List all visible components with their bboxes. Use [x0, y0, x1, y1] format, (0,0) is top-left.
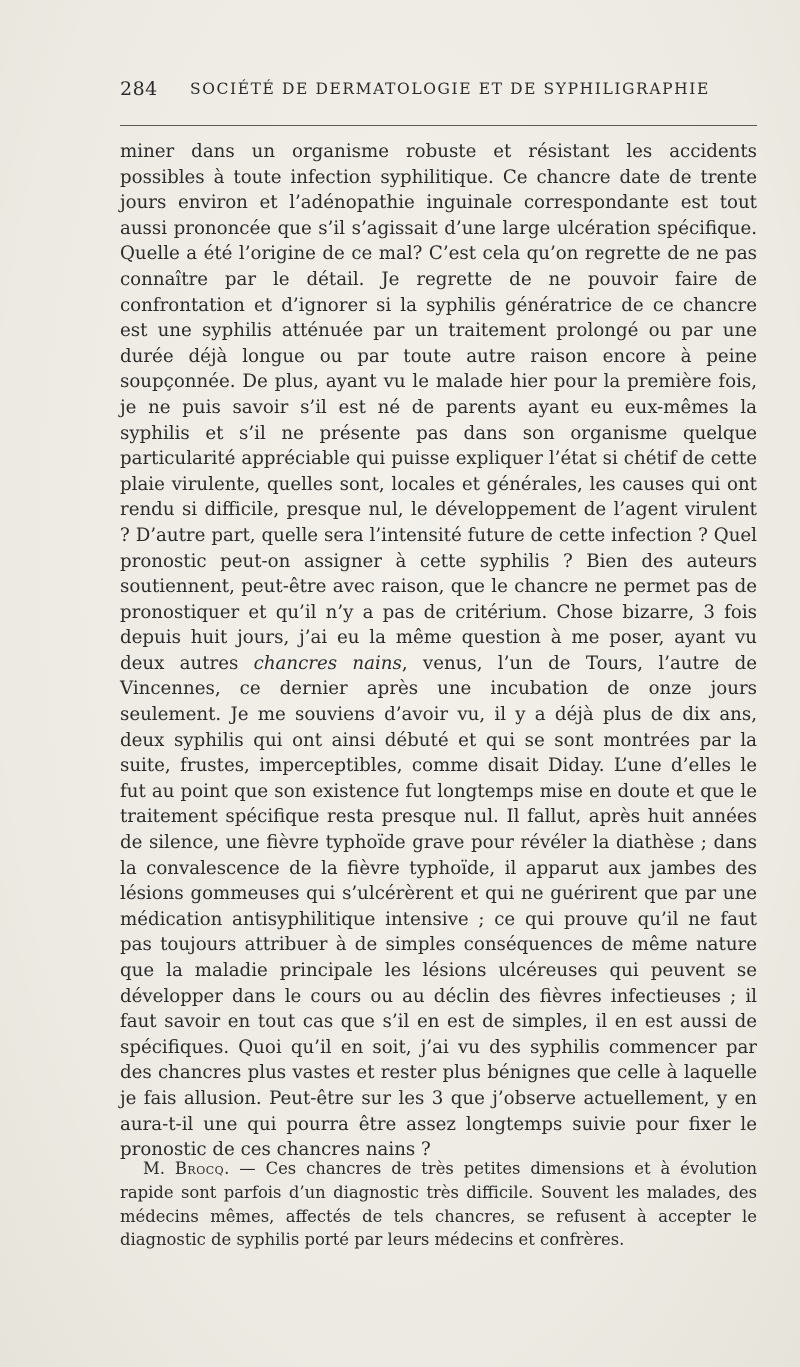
- main-paragraph: [120, 139, 757, 1163]
- paragraph-text: [120, 139, 757, 1163]
- reply-paragraph: [120, 1157, 757, 1252]
- header-rule: [120, 125, 757, 126]
- running-head: SOCIÉTÉ DE DERMATOLOGIE ET DE SYPHILIGRAPHIE: [190, 80, 710, 98]
- speaker-name: Brocq: [174, 1159, 225, 1178]
- page-number: 284: [120, 78, 158, 100]
- reply-text: [120, 1157, 757, 1252]
- speaker-prefix: M.: [143, 1159, 175, 1178]
- reply-body: . — Ces chancres de très petites dimensions et à évolution rapide sont parfois d’un diagnostic très difficile. Souvent les malades, des médecins mêmes, affectés de tels chancres, se refusent à accepter le diagnostic de syphilis porté par leurs médecins et confrères.: [120, 1159, 757, 1250]
- italic-term: chancres nains: [253, 652, 402, 674]
- text-segment: , venus, l’un de Tours, l’autre de Vincennes, ce dernier après une incubation de onze jours seulement. Je me souviens d’avoir vu, il y a déjà plus de dix ans, deux syphilis qui ont ainsi débuté et qui se sont montrées par la suite, frustes, imperceptibles, comme disait Diday. L’une d’elles le fut au point que son existence fut longtemps mise en doute et que le traitement spécifique resta presque nul. Il fallut, après huit années de silence, une fièvre typhoïde grave pour révéler la diathèse ; dans la convalescence de la fièvre typhoïde, il apparut aux jambes des lésions gommeuses qui s’ulcérèrent et qui ne guérirent que par une médication antisyphilitique intensive ; ce qui prouve qu’il ne faut pas toujours attribuer à de simples conséquences de même nature que la maladie principale les lésions ulcéreuses qui peuvent se développer dans le cours ou au déclin des fièvres infectieuses ; il faut savoir en tout cas que s’il en est de simples, il en est aussi de spécifiques. Quoi qu’il en soit, j’ai vu des syphilis commencer par des chancres plus vastes et rester plus bénignes que celle à laquelle je fais allusion. Peut-être sur les 3 que j’observe actuellement, y en aura-t-il une qui pourra être assez longtemps suivie pour fixer le pronostic de ces chancres nains ?: [120, 652, 757, 1161]
- page-header: [120, 78, 757, 108]
- text-segment: miner dans un organisme robuste et résistant les accidents possibles à toute infection syphilitique. Ce chancre date de trente jours environ et l’adénopathie inguinale correspondante est tout aussi prononcée que s’il s’agissait d’une large ulcération spécifique. Quelle a été l’origine de ce mal? C’est cela qu’on regrette de ne pas connaître par le détail. Je regrette de ne pouvoir faire de confrontation et d’ignorer si la syphilis génératrice de ce chancre est une syphilis atténuée par un traitement prolongé ou par une durée déjà longue ou par toute autre raison encore à peine soupçonnée. De plus, ayant vu le malade hier pour la première fois, je ne puis savoir s’il est né de parents ayant eu eux-mêmes la syphilis et s’il ne présente pas dans son organisme quelque particularité appréciable qui puisse expliquer l’état si chétif de cette plaie virulente, quelles sont, locales et générales, les causes qui ont rendu si difficile, presque nul, le développement de l’agent virulent ? D’autre part, quelle sera l’intensité future de cette infection ? Quel pronostic peut-on assigner à cette syphilis ? Bien des auteurs soutiennent, peut-être avec raison, que le chancre ne permet pas de pronostiquer et qu’il n’y a pas de critérium. Chose bizarre, 3 fois depuis huit jours, j’ai eu la même question à me poser, ayant vu deux autres: [120, 141, 757, 674]
